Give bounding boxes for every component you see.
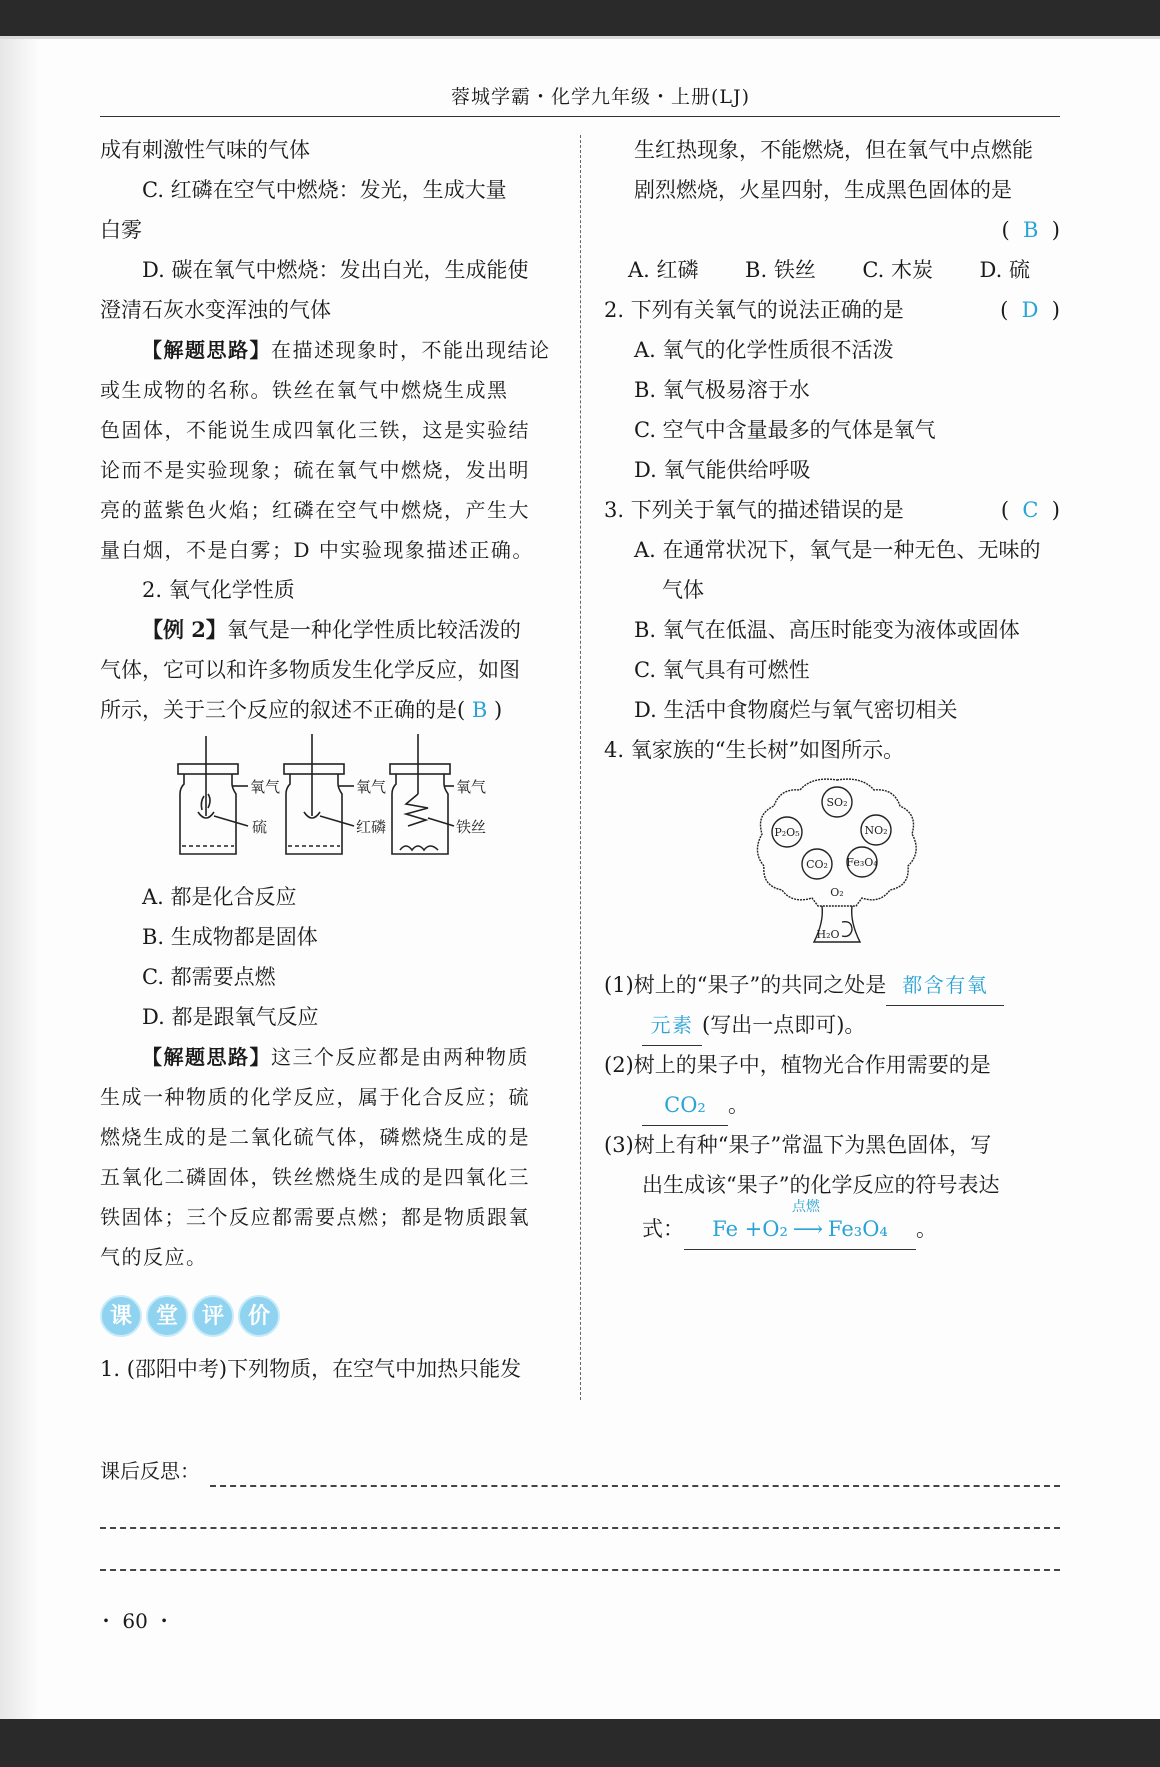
- option-d: D. 氧气能供给呼吸: [634, 458, 811, 482]
- q2-text: 2. 下列有关氧气的说法正确的是: [604, 298, 904, 322]
- bottle-phosphorus: [284, 734, 344, 854]
- text-line: [100, 690, 558, 730]
- writing-line[interactable]: [210, 1485, 1060, 1487]
- option-c: C. 氧气具有可燃性: [634, 658, 810, 682]
- text-line: 气体，它可以和许多物质发生化学反应，如图: [100, 658, 520, 682]
- equation-arrow: 点燃 ⟶: [788, 1209, 828, 1249]
- example-question: 所示，关于三个反应的叙述不正确的是: [100, 698, 457, 722]
- q4-part-2: (2)树上的果子中，植物光合作用需要的是: [604, 1053, 991, 1077]
- right-column: [604, 130, 1060, 1253]
- hint-text: 在描述现象时，不能出现结论: [271, 338, 551, 362]
- class-evaluation-banner: [100, 1295, 558, 1339]
- option-c: C. 红磷在空气中燃烧：发光，生成大量: [142, 178, 507, 202]
- q4-1-answer-cont: 元素: [642, 1005, 702, 1046]
- option-b: B. 铁丝: [745, 258, 816, 282]
- question-1: 1. (邵阳中考)下列物质，在空气中加热只能发: [100, 1357, 522, 1381]
- label-o2-3: 氧气: [456, 778, 487, 796]
- q4-1-tail: (写出一点即可)。: [702, 1013, 866, 1037]
- fruit-so2: SO₂: [826, 796, 848, 809]
- q4-3-answer: [684, 1199, 916, 1250]
- text-line: [604, 1199, 1060, 1253]
- equation-reactants: Fe +O₂: [712, 1217, 788, 1241]
- answer-row: [604, 210, 1060, 250]
- question-2: [604, 290, 1060, 330]
- text-line: 气的反应。: [100, 1245, 208, 1269]
- q1-answer: B: [1023, 218, 1039, 242]
- trunk-o2: O₂: [830, 886, 844, 899]
- option-d: D. 都是跟氧气反应: [142, 1005, 319, 1029]
- text-line: 出生成该“果子”的化学反应的符号表达: [642, 1173, 1000, 1197]
- fruit-p2o5: P₂O₅: [774, 826, 800, 839]
- combustion-figure: [170, 734, 487, 864]
- q4-2-answer: CO₂: [642, 1085, 728, 1126]
- text-line: [604, 1085, 1060, 1125]
- q3-text: 3. 下列关于氧气的描述错误的是: [604, 498, 904, 522]
- period: 。: [728, 1093, 749, 1117]
- text-line: 生红热现象，不能燃烧，但在氧气中点燃能: [634, 138, 1033, 162]
- text-line: 论而不是实验现象；硫在氧气中燃烧，发出明: [100, 458, 530, 482]
- q4-part-3: (3)树上有种“果子”常温下为黑色固体，写: [604, 1133, 992, 1157]
- q3-answer: C: [1022, 498, 1039, 522]
- text-line: 量白烟，不是白雾；D 中实验现象描述正确。: [100, 538, 534, 562]
- question-3: [604, 490, 1060, 530]
- fruit-fe3o4: Fe₃O₄: [846, 856, 878, 869]
- q2-answer: D: [1021, 298, 1039, 322]
- q4-1-answer: 都含有氧: [886, 965, 1004, 1006]
- hint-text: 这三个反应都是由两种物质: [271, 1045, 529, 1069]
- hint-label: 【解题思路】: [142, 1045, 271, 1069]
- text-line: 燃烧生成的是二氧化硫气体，磷燃烧生成的是: [100, 1125, 530, 1149]
- text-line: [604, 1005, 1060, 1045]
- writing-line[interactable]: [100, 1569, 1060, 1571]
- page-shadow: [0, 39, 40, 1719]
- answer-paren: ( C ): [1000, 498, 1060, 522]
- oxygen-family-tree: [752, 772, 922, 952]
- text-line: 澄清石灰水变浑浊的气体: [100, 298, 331, 322]
- option-a: A. 都是化合反应: [142, 885, 297, 909]
- solution-hint: [100, 1037, 558, 1077]
- example-label: 【例 2】: [142, 617, 227, 642]
- option-d: D. 碳在氧气中燃烧：发出白光，生成能使: [142, 258, 529, 282]
- option-b: B. 生成物都是固体: [142, 925, 318, 949]
- label-o2-2: 氧气: [356, 778, 387, 796]
- text-line: 气体: [662, 578, 704, 602]
- running-header: [100, 80, 1060, 117]
- q4-part-1: [604, 965, 1060, 1005]
- option-d: D. 生活中食物腐烂与氧气密切相关: [634, 698, 958, 722]
- label-o2-1: 氧气: [250, 778, 281, 796]
- text-line: 色固体，不能说生成四氧化三铁，这是实验结: [100, 418, 530, 442]
- option-a: A. 氧气的化学性质很不活泼: [634, 338, 894, 362]
- option-a: A. 红磷: [628, 258, 699, 282]
- period: 。: [916, 1217, 937, 1241]
- writing-line[interactable]: [100, 1527, 1060, 1529]
- banner-char: 价: [238, 1295, 280, 1337]
- option-b: B. 氧气在低温、高压时能变为液体或固体: [634, 618, 1020, 642]
- q1-options: [604, 250, 1060, 290]
- header-title: 蓉城学霸・化学九年级・上册(LJ): [450, 86, 750, 108]
- bottle-iron: [390, 734, 450, 854]
- option-c: C. 木炭: [862, 258, 934, 282]
- example-2: [100, 610, 558, 650]
- column-divider: [580, 135, 581, 1400]
- example-answer: B: [471, 698, 488, 722]
- option-d: D. 硫: [979, 258, 1030, 282]
- text-line: 五氧化二磷固体，铁丝燃烧生成的是四氧化三: [100, 1165, 530, 1189]
- label-phosphorus: 红磷: [356, 818, 387, 836]
- option-a: A. 在通常状况下，氧气是一种无色、无味的: [634, 538, 1041, 562]
- label-iron: 铁丝: [456, 818, 487, 836]
- text-line: 剧烈燃烧，火星四射，生成黑色固体的是: [634, 178, 1012, 202]
- text-line: 白雾: [100, 218, 142, 242]
- banner-char: 评: [192, 1295, 234, 1337]
- question-4: 4. 氧家族的“生长树”如图所示。: [604, 738, 905, 762]
- text-line: 亮的蓝紫色火焰；红磷在空气中燃烧，产生大: [100, 498, 530, 522]
- reflection-row: [100, 1455, 1060, 1497]
- reflection-label: 课后反思：: [100, 1459, 200, 1483]
- bottle-sulfur: [178, 736, 238, 854]
- label-sulfur: 硫: [252, 818, 268, 836]
- section-heading: 2. 氧气化学性质: [142, 578, 295, 602]
- text-line: 成有刺激性气味的气体: [100, 138, 310, 162]
- answer-paren: ( B ): [457, 698, 503, 722]
- option-c: C. 都需要点燃: [142, 965, 276, 989]
- q4-3-label: 式：: [642, 1217, 684, 1241]
- option-b: B. 氧气极易溶于水: [634, 378, 810, 402]
- answer-paren: ( B ): [1001, 218, 1060, 242]
- equation-condition: 点燃: [791, 1199, 820, 1215]
- text-line: 或生成物的名称。铁丝在氧气中燃烧生成黑: [100, 378, 509, 402]
- root-h2o: H₂O: [816, 928, 840, 941]
- fruit-co2: CO₂: [806, 858, 828, 871]
- fruit-no2: NO₂: [864, 824, 888, 837]
- left-column: [100, 130, 558, 1389]
- hint-label: 【解题思路】: [142, 338, 271, 362]
- after-class-reflection: [100, 1455, 1060, 1581]
- equation-product: Fe₃O₄: [827, 1217, 888, 1241]
- solution-hint: [100, 330, 558, 370]
- banner-char: 课: [100, 1295, 142, 1337]
- reflection-row: [100, 1497, 1060, 1539]
- reflection-row: [100, 1539, 1060, 1581]
- option-c: C. 空气中含量最多的气体是氧气: [634, 418, 936, 442]
- example-text: 氧气是一种化学性质比较活泼的: [226, 618, 521, 642]
- text-line: 铁固体；三个反应都需要点燃；都是物质跟氧: [100, 1205, 530, 1229]
- page-number: ・ 60 ・: [96, 1609, 175, 1633]
- answer-paren: ( D ): [1000, 298, 1060, 322]
- text-line: 生成一种物质的化学反应，属于化合反应；硫: [100, 1085, 530, 1109]
- banner-char: 堂: [146, 1295, 188, 1337]
- q4-1-text: (1)树上的“果子”的共同之处是: [604, 973, 887, 997]
